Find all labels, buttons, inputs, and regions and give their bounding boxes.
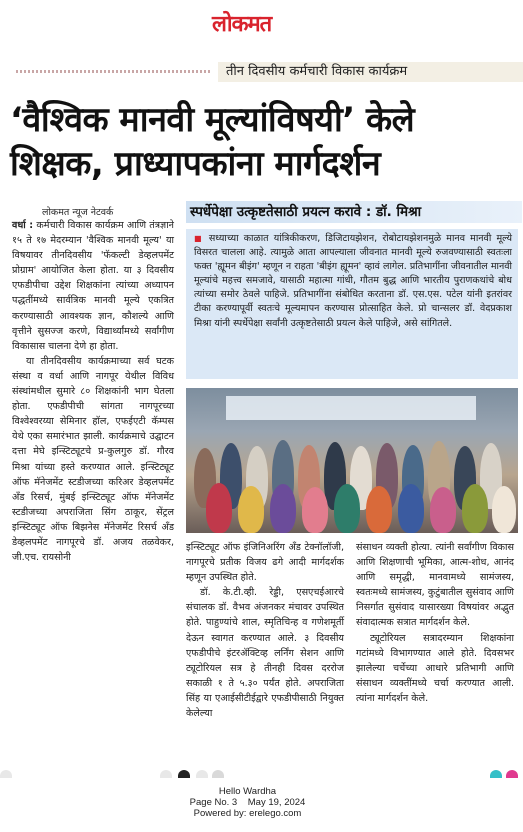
- photo-person: [492, 486, 516, 533]
- photo-banner: [226, 396, 476, 420]
- article-paragraph-3: इन्स्टिट्यूट ऑफ इंजिनिअरिंग अँड टेक्नॉलॉजी, नागपूरचे प्रतीक विजय ढगे आदी मार्गदर्शक म्हणून उपस्थित होते.: [186, 542, 344, 584]
- photo-person: [334, 484, 360, 533]
- color-strip: [0, 770, 523, 778]
- group-photo: [186, 388, 518, 533]
- page-date: Page No. 3 May 19, 2024: [189, 797, 306, 808]
- dateline: वर्धा :: [12, 220, 34, 231]
- article-column-2: [186, 540, 344, 721]
- color-strip-tab: [196, 770, 208, 778]
- photo-person: [430, 487, 456, 533]
- photo-person: [238, 486, 264, 533]
- sidebar-box-text: सध्याच्या काळात यांत्रिकीकरण, डिजिटायझेशन, रोबोटायझेशनमुळे मानव मानवी मूल्ये विसरत चालला आहे. त्यामुळे आता आपल्याला जीवनात मानवी मूल्ये रुजवण्यासाठी स्वतःला फक्त 'ह्यूमन बीइंग' म्हणून न राहता 'बीइंग ह्यूमन' व्हावं लागेल. प्रतिभागींना जीवनातील मानवी मूल्यांचे महत्त्व समजावे, यासाठी महात्मा गांधी, गौतम बुद्ध आणि भारतीय पुराणकथांचे बोध त्यांच्या समोर ठेवले पाहिजे. प्रतिभागींना संबोधित करताना डॉ. एस.एस. पटेल यांनी इतरांवर टीका करण्यापूर्वी स्वतःचे मूल्यमापन करण्यास प्रोत्साहित केले. प्रो चान्सलर डॉ. वेदप्रकाश मिश्रा यांनी स्पर्धेपेक्षा सर्वांनी उत्कृष्टतेसाठी प्रयत्न केले पाहिजे, असे सांगितले.: [194, 233, 512, 329]
- photo-person: [270, 484, 296, 533]
- article-column-3: [356, 540, 514, 706]
- photo-person: [302, 487, 328, 533]
- photo-person: [366, 486, 392, 533]
- sidebar-box-title: स्पर्धेपेक्षा उत्कृष्टतेसाठी प्रयत्न करावे : डॉ. मिश्रा: [186, 201, 522, 223]
- bullet-icon: ■: [194, 234, 204, 243]
- lokmat-logo: लोकमत: [212, 11, 272, 37]
- masthead: [0, 0, 523, 44]
- sidebar-box: [186, 201, 518, 384]
- photo-person: [462, 484, 488, 533]
- color-strip-tab: [506, 770, 518, 778]
- photo-person: [206, 483, 232, 533]
- color-strip-tab: [160, 770, 172, 778]
- color-strip-tab: [178, 770, 190, 778]
- kicker-bar: [0, 56, 523, 86]
- byline: लोकमत न्यूज नेटवर्क: [42, 207, 114, 218]
- photo-person: [398, 484, 424, 533]
- color-strip-tab: [0, 770, 12, 778]
- headline: ‘वैश्विक मानवी मूल्यांविषयी’ केले शिक्षक, प्राध्यापकांना मार्गदर्शन: [10, 100, 415, 184]
- kicker-label: तीन दिवसीय कर्मचारी विकास कार्यक्रम: [218, 62, 523, 82]
- sidebar-box-body: [186, 229, 518, 379]
- color-strip-tab: [490, 770, 502, 778]
- edition-name: Hello Wardha: [218, 786, 277, 797]
- color-strip-tab: [212, 770, 224, 778]
- powered-by: Powered by: erelego.com: [193, 808, 302, 819]
- article-column-1: [12, 218, 174, 565]
- page-footer: [0, 786, 523, 819]
- article-paragraph-6: ट्यूटोरियल सत्रादरम्यान शिक्षकांना गटांमध्ये विभागण्यात आले होते. दिवसभर झालेल्या चर्चेच्या आधारे प्रतिभागी आणि संसाधन व्यक्तींमध्ये चर्चा करण्यात आली. त्यांना मार्गदर्शन केले.: [356, 632, 514, 704]
- article-paragraph-1: कर्मचारी विकास कार्यक्रम आणि तंत्रज्ञाने १५ ते १७ मेदरम्यान 'वैश्विक मानवी मूल्य' या विषयावर तीनदिवसीय 'फॅकल्टी डेव्हलपमेंट प्रोग्राम' आयोजित केला होता. या ३ दिवसीय एफडीपीचा उद्देश शिक्षकांना त्यांच्या अध्यापन पद्धतींमध्ये सार्वत्रिक मानवी मूल्ये एकत्रित करण्यासाठी आवश्यक ज्ञान, कौशल्ये आणि वृत्तीने सुसज्ज करणे, विद्यार्थ्यांमध्ये सर्वांगीण विकासास चालना देणे हा होता.: [12, 220, 175, 352]
- article-paragraph-4: डॉ. के.टी.व्ही. रेड्डी, एसएचईआरचे संचालक डॉ. वैभव अंजनकर मंचावर उपस्थित होते. पाहुण्यांचे शाल, स्मृतिचिन्ह व गणेशमूर्ती देऊन स्वागत करण्यात आले. ३ दिवसीय एफडीपीचे इंटरॲक्टिव्ह लर्निंग सेशन आणि ट्यूटोरियल सत्र हे तीनही दिवस दररोज सकाळी १ ते ५.३० पर्यंत होते. अपराजिता सिंह या एआईसीटीईद्वारे एफडीपीसाठी नियुक्त केलेल्या: [186, 587, 344, 720]
- article-paragraph-5: संसाधन व्यक्ती होत्या. त्यांनी सर्वांगीण विकास आणि शिक्षणाची भूमिका, आत्म-शोध, आनंद आणि समृद्धी, मानवामध्ये सामंजस्य, स्वतःमध्ये सामंजस्य, कुटुंबातील सुसंवाद आणि निसर्गात सुसंवाद यासारख्या विषयांवर अद्भुत संवादात्मक सत्रात मार्गदर्शन केले.: [356, 542, 514, 629]
- kicker-rule: [16, 70, 211, 73]
- article-paragraph-2: या तीनदिवसीय कार्यक्रमाच्या सर्व घटक संस्था व वर्धा आणि नागपूर येथील विविध संस्थांमधील सुमारे ८० शिक्षकांनी भाग घेतला होता. एफडीपीची सांगता नागपूरच्या विश्वेश्वरय्या सेमिनार हॉल, एफईएटी कॅम्पस येथे एका समारंभात झाली. कार्यक्रमाचे उद्घाटन दत्ता मेघे इन्स्टिट्यूटचे प्र-कुलगुरु डॉ. गौरव मिश्रा यांच्या हस्ते करण्यात आले. इन्स्टिट्यूट ऑफ मॅनेजमेंट स्टडीजच्या करिअर डेव्हलपमेंट अँड रिसर्च, मुंबई इन्स्टिट्यूट ऑफ मॅनेजमेंट स्टडीजच्या अपराजिता सिंग ठाकूर, सेंट्रल इन्स्टिट्यूट ऑफ बिझनेस मॅनेजमेंट रिसर्च अँड डेव्हलपमेंट नागपूरचे डॉ. अजय तळवेकर, जी.एच. रायसोनी: [12, 355, 174, 564]
